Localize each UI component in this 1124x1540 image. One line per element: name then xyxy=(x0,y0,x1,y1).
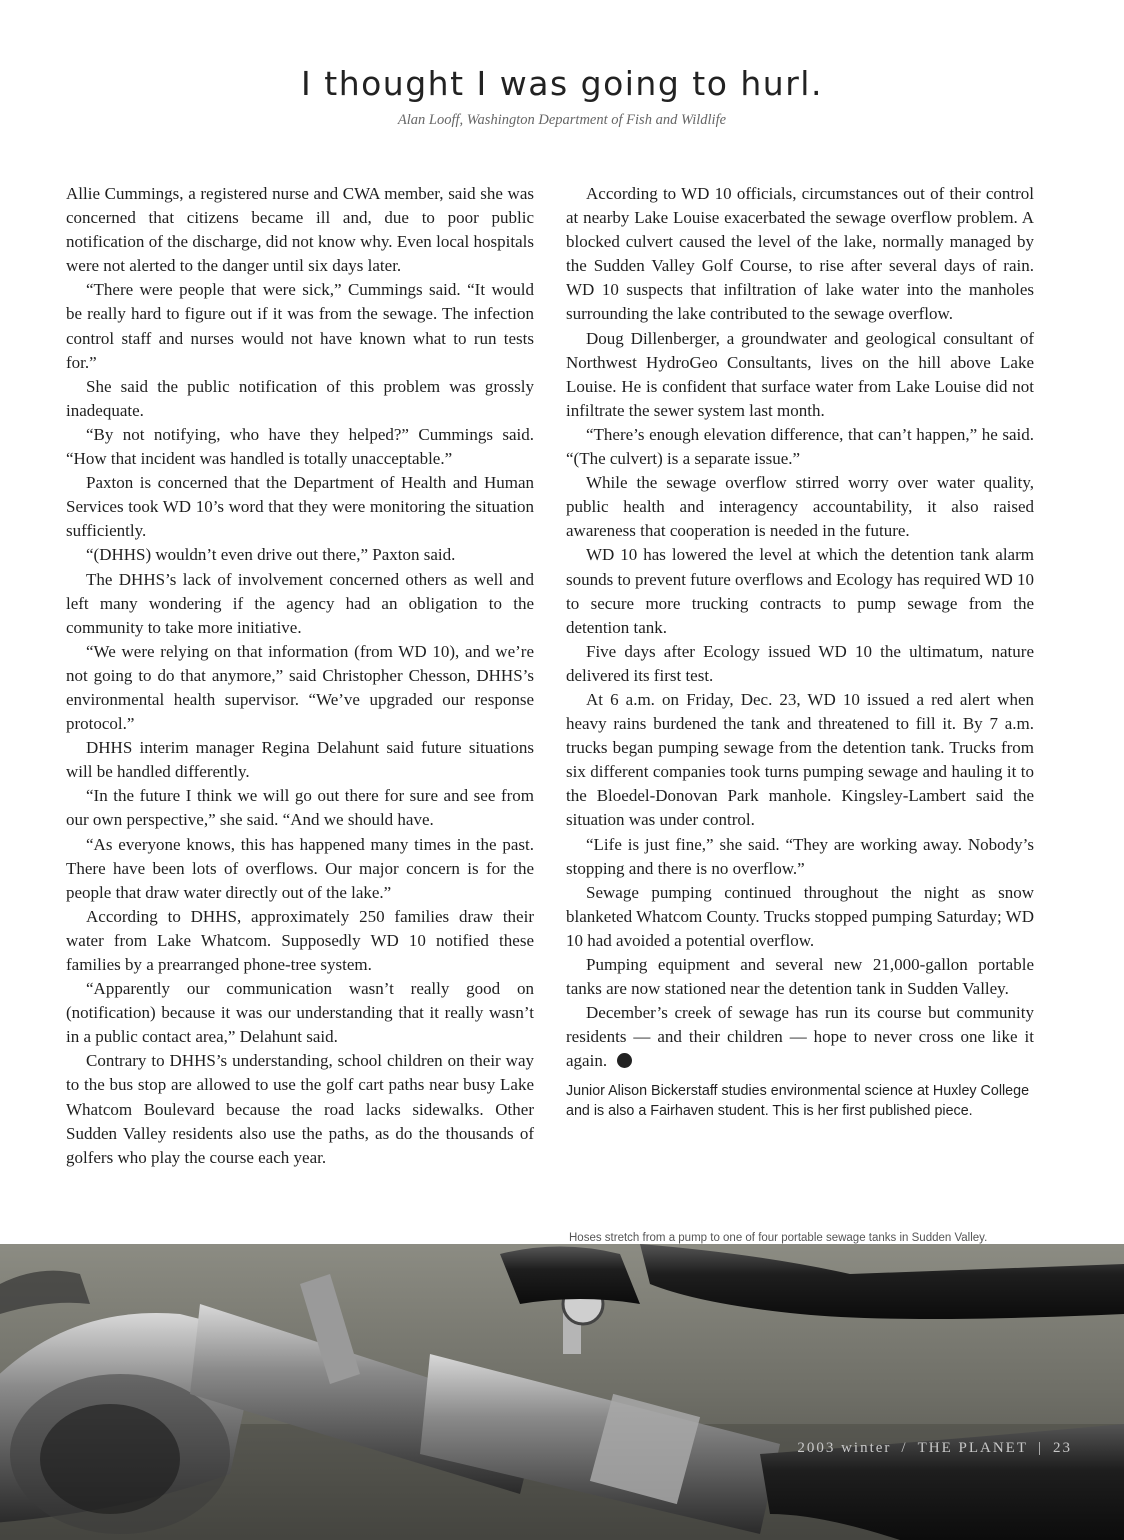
pull-quote: I thought I was going to hurl. xyxy=(301,64,823,103)
folio-separator: | xyxy=(1037,1440,1043,1456)
paragraph: She said the public notification of this problem was grossly inadequate. xyxy=(66,376,534,420)
paragraph: DHHS interim manager Regina Delahunt said future situations will be handled differently. xyxy=(66,738,534,782)
paragraph: Doug Dillenberger, a groundwater and geological consultant of Northwest HydroGeo Consultants, lives on the hill above Lake Louise. He is confident that surface water from Lake Louise did not infiltrate the sewer system last month. xyxy=(566,328,1034,420)
article-column-left xyxy=(66,182,534,1170)
paragraph: Five days after Ecology issued WD 10 the ultimatum, nature delivered its first test. xyxy=(566,641,1034,685)
paragraph: “Apparently our communication wasn’t really good on (notification) because it was our understanding that it really wasn’t in a public contact area,” Delahunt said. xyxy=(66,979,534,1047)
paragraph: “There were people that were sick,” Cummings said. “It would be really hard to figure out if it was from the sewage. The infection control staff and nurses would not have known what to run tests for.” xyxy=(66,280,534,372)
paragraph: According to DHHS, approximately 250 families draw their water from Lake Whatcom. Supposedly WD 10 notified these families by a prearranged phone-tree system. xyxy=(66,906,534,974)
paragraph: “There’s enough elevation difference, that can’t happen,” he said. “(The culvert) is a separate issue.” xyxy=(566,424,1034,469)
paragraph: WD 10 has lowered the level at which the detention tank alarm sounds to prevent future overflows and Ecology has required WD 10 to secure more trucking contracts to pump sewage from the detention tank. xyxy=(566,545,1035,637)
page-folio xyxy=(797,1440,1072,1457)
paragraph: Allie Cummings, a registered nurse and CWA member, said she was concerned that citizens became ill and, due to poor public notification of the discharge, did not know why. Even local hospitals were not alerted to the danger until six days later. xyxy=(66,184,534,276)
paragraph: “As everyone knows, this has happened many times in the past. There have been lots of overflows. Our major concern is for the people that draw water directly out of the lake.” xyxy=(66,834,534,902)
paragraph: “We were relying on that information (from WD 10), and we’re not going to do that anymore,” said Christopher Chesson, DHHS’s environmental health supervisor. “We’ve upgraded our response protocol.” xyxy=(66,641,534,734)
paragraph: “(DHHS) wouldn’t even drive out there,” Paxton said. xyxy=(86,545,456,565)
article-column-right xyxy=(566,182,1034,1121)
paragraph-final-text: December’s creek of sewage has run its course but community residents — and their children — hope to never cross one like it again. xyxy=(566,1003,1034,1071)
paragraph: According to WD 10 officials, circumstances out of their control at nearby Lake Louise exacerbated the sewage overflow problem. A blocked culvert caused the level of the lake, normally managed by the Sudden Valley Golf Course, to rise after several days of rain. WD 10 suspects that infiltration of lake water into the manholes surrounding the lake contributed to the sewage overflow. xyxy=(566,184,1034,324)
author-bio: Junior Alison Bickerstaff studies environmental science at Huxley College and is also a Fairhaven student. This is her first published piece. xyxy=(566,1083,1030,1120)
paragraph: At 6 a.m. on Friday, Dec. 23, WD 10 issued a red alert when heavy rains burdened the tank and threatened to fill it. By 7 a.m. trucks began pumping sewage from the detention tank. Trucks from six different companies took turns pumping sewage and hauling it to the Bloedel-Donovan Park manhole. Kingsley-Lambert said the situation was under control. xyxy=(566,689,1034,830)
paragraph: Contrary to DHHS’s understanding, school children on their way to the bus stop are allowed to use the golf cart paths near busy Lake Whatcom Boulevard because the road lacks sidewalks. Other Sudden Valley residents also use the paths, as do the thousands of golfers who play the course each year. xyxy=(66,1051,534,1167)
paragraph: “In the future I think we will go out there for sure and see from our own perspective,” she said. “And we should have. xyxy=(66,786,534,830)
paragraph: “Life is just fine,” she said. “They are working away. Nobody’s stopping and there is no overflow.” xyxy=(566,834,1034,878)
photo-hoses-and-pump xyxy=(0,1244,1124,1540)
folio-page-number: 23 xyxy=(1053,1440,1072,1456)
folio-magazine: THE PLANET xyxy=(917,1440,1028,1456)
paragraph: Sewage pumping continued throughout the night as snow blanketed Whatcom County. Trucks stopped pumping Saturday; WD 10 had avoided a potential overflow. xyxy=(566,882,1034,950)
folio-issue: 2003 winter xyxy=(797,1440,892,1456)
paragraph: The DHHS’s lack of involvement concerned others as well and left many wondering if the agency had an obligation to the community to take more initiative. xyxy=(66,569,534,637)
pull-quote-attribution: Alan Looff, Washington Department of Fish and Wildlife xyxy=(397,112,727,128)
paragraph: While the sewage overflow stirred worry over water quality, public health and interagency accountability, it also raised awareness that cooperation is needed in the future. xyxy=(566,473,1034,541)
folio-separator: / xyxy=(901,1440,908,1456)
paragraph: Pumping equipment and several new 21,000-gallon portable tanks are now stationed near the detention tank in Sudden Valley. xyxy=(566,955,1034,999)
paragraph-final xyxy=(566,1001,1034,1073)
photo-caption: Hoses stretch from a pump to one of four portable sewage tanks in Sudden Valley. xyxy=(569,1232,988,1244)
paragraph: “By not notifying, who have they helped?” Cummings said. “How that incident was handled is totally unacceptable.” xyxy=(66,424,534,469)
end-of-article-mark-icon xyxy=(617,1053,632,1068)
paragraph: Paxton is concerned that the Department of Health and Human Services took WD 10’s word that they were monitoring the situation sufficiently. xyxy=(66,473,534,541)
